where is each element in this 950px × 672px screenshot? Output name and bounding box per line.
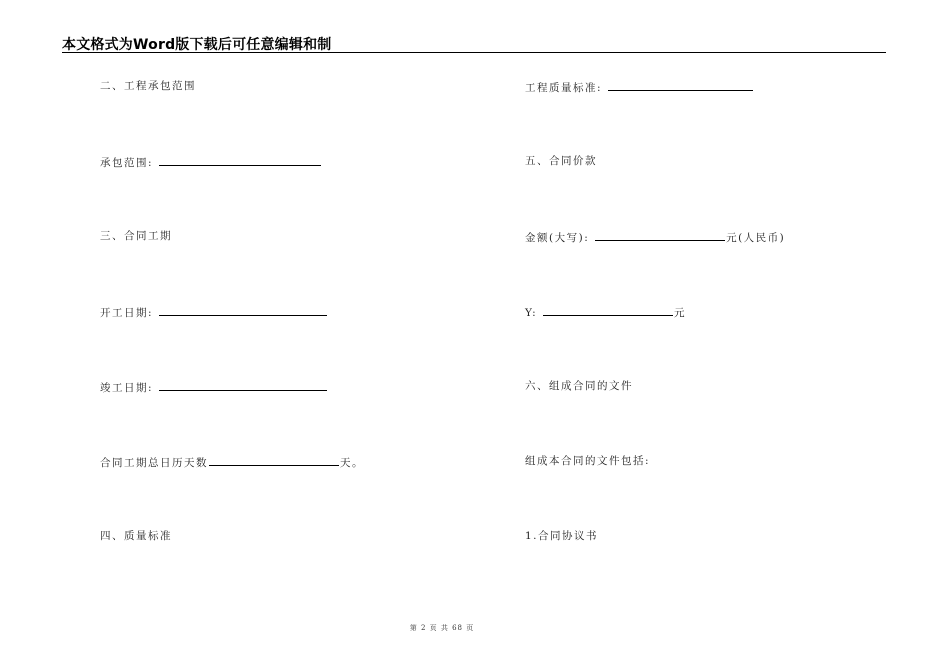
total-days-unit: 天。 <box>340 457 364 469</box>
section-heading-price: 五、合同价款 <box>525 155 597 167</box>
yen-field <box>525 304 686 320</box>
page-number: 第 2 页 共 68 页 <box>409 624 475 632</box>
section-heading-quality: 四、质量标准 <box>100 530 172 542</box>
total-days-blank[interactable] <box>209 454 339 466</box>
documents-intro: 组成本合同的文件包括: <box>525 455 651 467</box>
yen-label: Y: <box>525 307 538 319</box>
start-date-blank[interactable] <box>159 304 327 316</box>
amount-field <box>525 229 785 245</box>
scope-field <box>100 154 322 170</box>
amount-blank[interactable] <box>595 229 725 241</box>
end-date-field <box>100 379 328 395</box>
scope-blank[interactable] <box>159 154 321 166</box>
total-days-field <box>100 454 364 470</box>
section-heading-documents: 六、组成合同的文件 <box>525 380 633 392</box>
page-header-title: 本文格式为Word版下载后可任意编辑和制 <box>62 37 332 53</box>
yen-unit: 元 <box>674 307 687 319</box>
scope-label: 承包范围: <box>100 157 154 169</box>
amount-label: 金额(大写): <box>525 232 590 244</box>
end-date-blank[interactable] <box>159 379 327 391</box>
quality-standard-field <box>525 79 754 95</box>
end-date-label: 竣工日期: <box>100 382 154 394</box>
amount-unit: 元(人民币) <box>726 232 786 244</box>
section-heading-scope: 二、工程承包范围 <box>100 80 196 92</box>
yen-blank[interactable] <box>543 304 673 316</box>
header-divider <box>62 52 886 53</box>
quality-standard-blank[interactable] <box>608 79 753 91</box>
quality-standard-label: 工程质量标准: <box>525 82 603 94</box>
document-list-item: 1.合同协议书 <box>525 530 599 542</box>
section-heading-duration: 三、合同工期 <box>100 230 172 242</box>
start-date-label: 开工日期: <box>100 307 154 319</box>
start-date-field <box>100 304 328 320</box>
total-days-label: 合同工期总日历天数 <box>100 457 208 469</box>
